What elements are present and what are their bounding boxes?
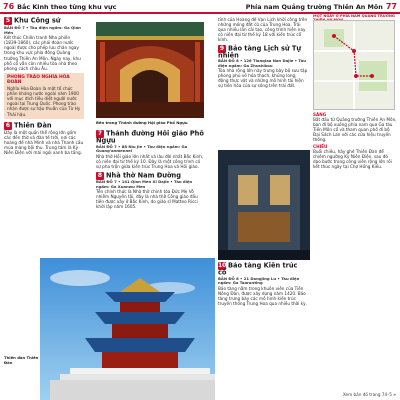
section-8-text: Tên chính thức là Nhà thờ chính tòa Đức Mẹ Vô nhiễm Nguyên tội, đây là nhà thờ Công giáo đầu tiên được xây ở Bắc Kinh, do giáo sĩ Matteo Ricci khởi lập năm 1605.	[96, 189, 198, 210]
column-3-top-text: tỉnh của Hoàng đế Vạn Lịch khởi công trên những móng đất cũ của Trung Hoa. Trải qua nhiều lần cải tạo, công trình hiện nay có niên đại từ thế kỷ 18 với kiến trúc cổ kính.	[218, 17, 308, 43]
sidebar-heading: PHONG TRÀO NGHĨA HÒA ĐOÀN	[7, 74, 70, 85]
section-9-title: Bảo tàng Lịch sử Tự nhiên	[218, 44, 302, 60]
section-7-meta: BẢN ĐỒ 7 • 88 Niu Jie • Tàu điện ngầm: Ga Guang'anmennei	[96, 143, 188, 154]
footer-arrow: »	[393, 392, 396, 397]
footer-note	[343, 392, 396, 397]
left-page-header	[3, 2, 116, 11]
map-title: MỘT NGÀY Ở PHÍA NAM QUẢNG TRƯỜNG	[313, 14, 395, 18]
afternoon-heading: CHIỀU	[313, 144, 328, 150]
temple-of-heaven-photo	[40, 258, 215, 400]
sidebar-text: Nghĩa Hòa Đoàn là một tổ chức phản kháng nước ngoài năm 1900 với mục đích tiêu diệt người nước ngoài tại Trung Quốc. Phong trào nhận được sự hậu thuẫn của Từ Hy Thái hậu.	[7, 86, 81, 117]
section-5-number: 5	[5, 17, 11, 24]
section-6-number: 6	[5, 121, 11, 129]
section-9-meta: BẢN ĐỒ 8 • 126 Tianqiao Nan Dajie • Tàu điện ngầm: Ga Zhushikou	[218, 58, 306, 68]
afternoon-text: Buổi chiều, hãy ghé Thiên Đàn để chiêm ngưỡng Kỳ Niên Điện, sau đó dạo bước trong công viên rộng lớn rồi kết thúc ngày tại Chợ Hồng Kiều.	[313, 149, 392, 170]
area-map	[313, 20, 395, 110]
section-9-number: 9	[219, 45, 225, 53]
section-7-text: Nhà thờ Hồi giáo lớn nhất và lâu đời nhất Bắc Kinh, có niên đại từ thế kỷ 10. Đây là một công trình có sự pha trộn giữa kiến trúc Trung Hoa và Hồi giáo.	[96, 153, 204, 169]
section-5-meta: BẢN ĐỒ 7 • Tàu điện ngầm: Ga Qián Mén	[4, 25, 81, 35]
column-4	[313, 112, 397, 384]
section-10-text: Bảo tàng nằm trong khuôn viên của Tiên Nông Đàn, được xây dựng năm 1420. Bảo tàng trưng bày các mô hình kiến trúc truyền thống Trung Hoa qua nhiều thời kỳ.	[218, 285, 307, 307]
section-7-number: 7	[97, 130, 103, 137]
section-10-meta: BẢN ĐỒ 8 • 21 Dongjing Lu • Tàu điện ngầm: Ga Taoranting	[218, 275, 300, 286]
section-8-number: 8	[97, 172, 103, 180]
section-5-text: Kết thúc Chiến tranh Nha phiến (1839-1860), các phái đoàn nước ngoài được cho phép lưu chân ngay trong khu vực phía đông Quảng trường Thiên An Môn. Ngày nay, khu phố cổ vẫn còn nhiều tòa nhà theo phong cách châu Âu.	[4, 35, 81, 71]
left-page-number: 76	[3, 2, 15, 11]
mosque-photo-caption: Bên trong Thánh đường Hội giáo Phố Ngựu	[96, 120, 188, 125]
museum-photo	[218, 150, 310, 260]
right-running-title: Phía nam Quảng trường Thiên An Môn	[245, 3, 383, 11]
morning-heading: SÁNG	[313, 112, 327, 117]
mosque-interior-photo	[96, 22, 204, 118]
section-6-text: Đây là một quần thể rộng lớn gồm các đền thờ và đàn tế trời, nơi các hoàng đế nhà Minh và nhà Thanh cầu mùa màng bội thu. Trung tâm là Kỳ Niên Điện với mái ngói xanh ba tầng.	[4, 129, 84, 155]
section-5-title: Khu Công sứ	[14, 17, 61, 25]
column-3-bottom	[218, 262, 308, 392]
sidebar-box	[4, 73, 84, 119]
footer-note-text: Xem bản đồ trang 74–5	[342, 392, 392, 397]
right-page-header	[246, 2, 397, 11]
morning-text: Bắt đầu từ Quảng trường Thiên An Môn, bạn đi bộ xuống phía nam qua Ga tàu Tiền Môn cổ và tham quan phố đi bộ Đại Sách Lan với các cửa hiệu truyền thống.	[313, 117, 397, 143]
temple-caption: Thiên đàn Thiên Đàn	[4, 355, 39, 365]
section-10-number: 10	[218, 262, 227, 269]
column-2	[96, 130, 204, 240]
section-7-title: Thánh đường Hồi giáo Phố Ngựu	[96, 130, 204, 145]
section-9-text: Tòa nhà rộng lớn này trưng bày bộ sưu tập phong phú về hóa thạch, khủng long, động thực vật và những mô hình tái hiện sự tiến hóa của sự sống trên trái đất.	[218, 68, 308, 89]
section-10-title: Bảo tàng Kiến trúc cổ	[218, 262, 298, 277]
left-running-title: Bắc Kinh theo từng khu vực	[17, 3, 117, 11]
section-6-title: Thiên Đàn	[14, 121, 52, 130]
section-8-title: Nhà thờ Nam Đường	[106, 171, 181, 180]
section-8-meta: BẢN ĐỒ 7 • 141 Qian Men Xi Dajie • Tàu điện ngầm: Ga Xuanwu Men	[96, 179, 193, 189]
right-page-number: 77	[385, 2, 397, 11]
